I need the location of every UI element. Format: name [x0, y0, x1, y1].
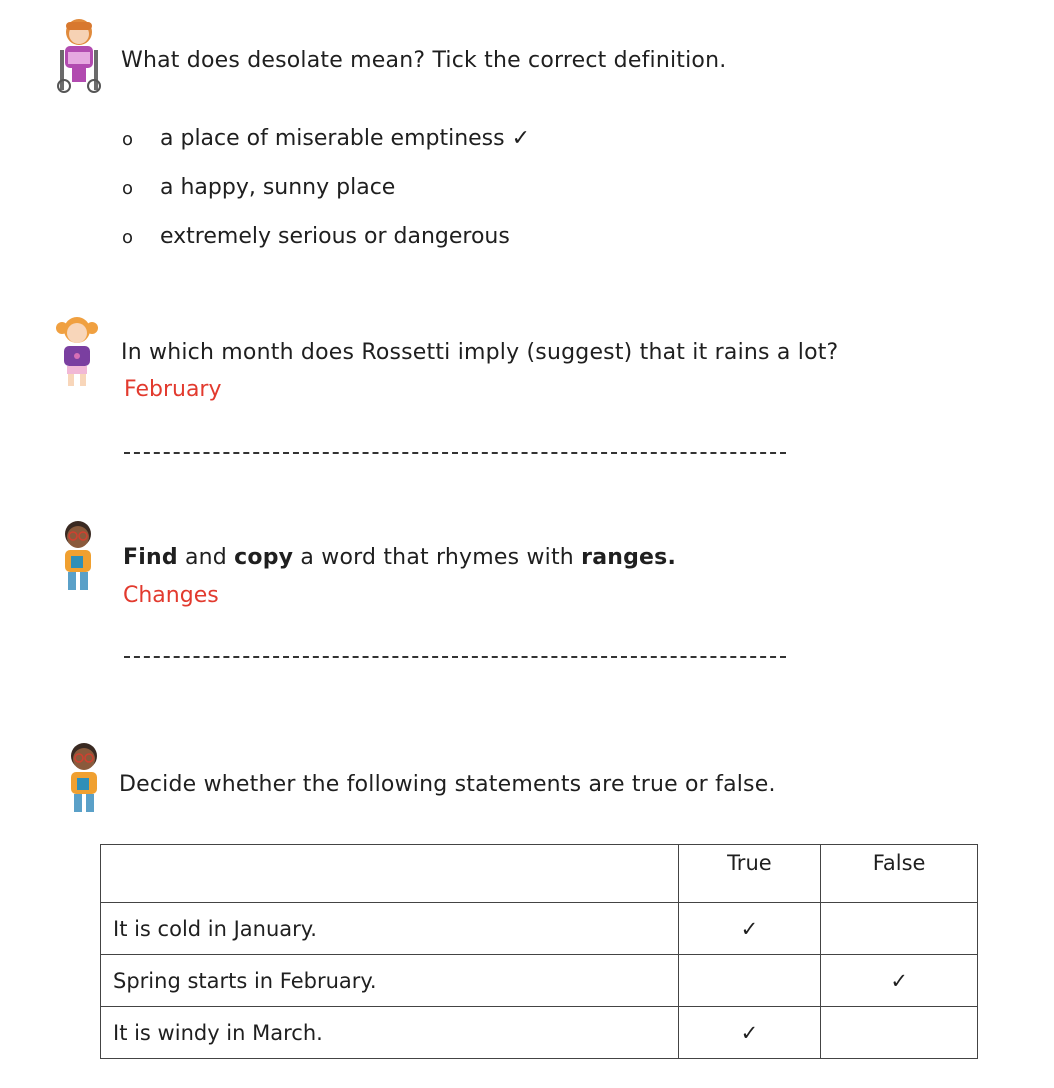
- answer-text: February: [124, 377, 222, 402]
- radio-bullet[interactable]: o: [122, 227, 134, 248]
- header-blank: [101, 845, 679, 903]
- statement-cell: It is cold in January.: [101, 903, 679, 955]
- answer-line: [124, 656, 786, 658]
- answer-line: [124, 452, 786, 454]
- table-row: [101, 903, 978, 955]
- option-label: extremely serious or dangerous: [160, 224, 510, 249]
- boy-glasses-book-icon: [64, 740, 104, 816]
- girl-wheelchair-reading-icon: [54, 16, 104, 94]
- option-item[interactable]: [122, 175, 395, 200]
- answer-text: Changes: [123, 583, 219, 608]
- header-true: True: [678, 845, 821, 903]
- question-3-text: [123, 545, 676, 570]
- false-cell[interactable]: [821, 1007, 978, 1059]
- true-cell[interactable]: ✓: [678, 903, 821, 955]
- text-middle: a word that rhymes with: [293, 545, 582, 570]
- text-and: and: [177, 545, 235, 570]
- option-item[interactable]: [122, 126, 530, 151]
- radio-bullet[interactable]: o: [122, 129, 134, 150]
- true-cell[interactable]: [678, 955, 821, 1007]
- statement-cell: It is windy in March.: [101, 1007, 679, 1059]
- option-label: a place of miserable emptiness ✓: [160, 126, 531, 151]
- table-row: [101, 1007, 978, 1059]
- question-2-text: In which month does Rossetti imply (suggest) that it rains a lot?: [121, 340, 839, 365]
- true-cell[interactable]: ✓: [678, 1007, 821, 1059]
- keyword-find: Find: [123, 545, 178, 570]
- radio-bullet[interactable]: o: [122, 178, 134, 199]
- question-4-text: Decide whether the following statements are true or false.: [119, 772, 776, 797]
- statement-cell: Spring starts in February.: [101, 955, 679, 1007]
- table-header-row: [101, 845, 978, 903]
- header-false: False: [821, 845, 978, 903]
- true-false-table: [100, 844, 978, 1059]
- question-1-text: What does desolate mean? Tick the correct definition.: [121, 48, 727, 73]
- option-item[interactable]: [122, 224, 510, 249]
- false-cell[interactable]: ✓: [821, 955, 978, 1007]
- option-label: a happy, sunny place: [160, 175, 396, 200]
- false-cell[interactable]: [821, 903, 978, 955]
- table-row: [101, 955, 978, 1007]
- girl-purple-top-icon: [54, 312, 100, 388]
- keyword-copy: copy: [234, 545, 294, 570]
- keyword-ranges: ranges.: [581, 545, 677, 570]
- boy-glasses-book-icon: [58, 518, 98, 594]
